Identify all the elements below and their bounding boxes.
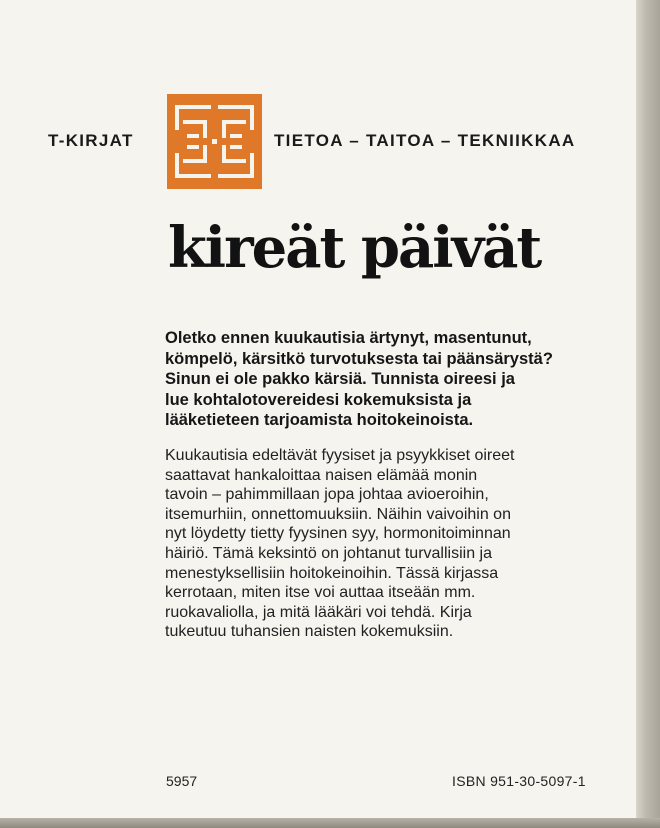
- lead-line: Oletko ennen kuukautisia ärtynyt, masentunut,: [165, 329, 532, 347]
- body-line: kerrotaan, miten itse voi auttaa itseään mm.: [165, 584, 476, 602]
- body-line: tukeutuu tuhansien naisten kokemuksiin.: [165, 623, 454, 641]
- lead-line: lääketieteen tarjoamista hoitokeinoista.: [165, 411, 474, 430]
- body-line: tavoin – pahimmillaan jopa johtaa avioeroihin,: [165, 486, 489, 504]
- lead-paragraph: [165, 328, 635, 431]
- lead-line: lue kohtalotovereidesi kokemuksista ja: [165, 390, 472, 409]
- lead-line: Sinun ei ole pakko kärsiä. Tunnista oireesi ja: [165, 370, 515, 389]
- t-kirjat-maze-logo-icon: [167, 94, 262, 189]
- book-bottom-edge: [0, 818, 660, 828]
- product-code: 5957: [166, 773, 198, 789]
- series-tagline: TIETOA – TAITOA – TEKNIIKKAA: [274, 131, 576, 150]
- book-title: kireät päivät: [168, 215, 541, 281]
- series-name: T-KIRJAT: [48, 131, 134, 150]
- body-line: itsemurhiin, onnettomuuksiin. Näihin vaivoihin on: [165, 505, 511, 523]
- body-line: nyt löydetty tietty fyysinen syy, hormonitoiminnan: [165, 525, 511, 543]
- body-line: ruokavaliolla, ja mitä lääkäri voi tehdä. Kirja: [165, 603, 472, 621]
- body-line: Kuukautisia edeltävät fyysiset ja psyykkiset oireet: [165, 447, 515, 464]
- body-line: häiriö. Tämä keksintö on johtanut turvallisiin ja: [165, 544, 492, 562]
- book-spine-edge: [636, 0, 660, 828]
- isbn-number: ISBN 951-30-5097-1: [452, 773, 586, 789]
- lead-line: kömpelö, kärsitkö turvotuksesta tai päänsärystä?: [165, 349, 553, 368]
- body-line: saattavat hankaloittaa naisen elämää monin: [165, 466, 478, 484]
- description-paragraph: [165, 446, 635, 642]
- body-line: menestyksellisiin hoitokeinoihin. Tässä kirjassa: [165, 564, 499, 582]
